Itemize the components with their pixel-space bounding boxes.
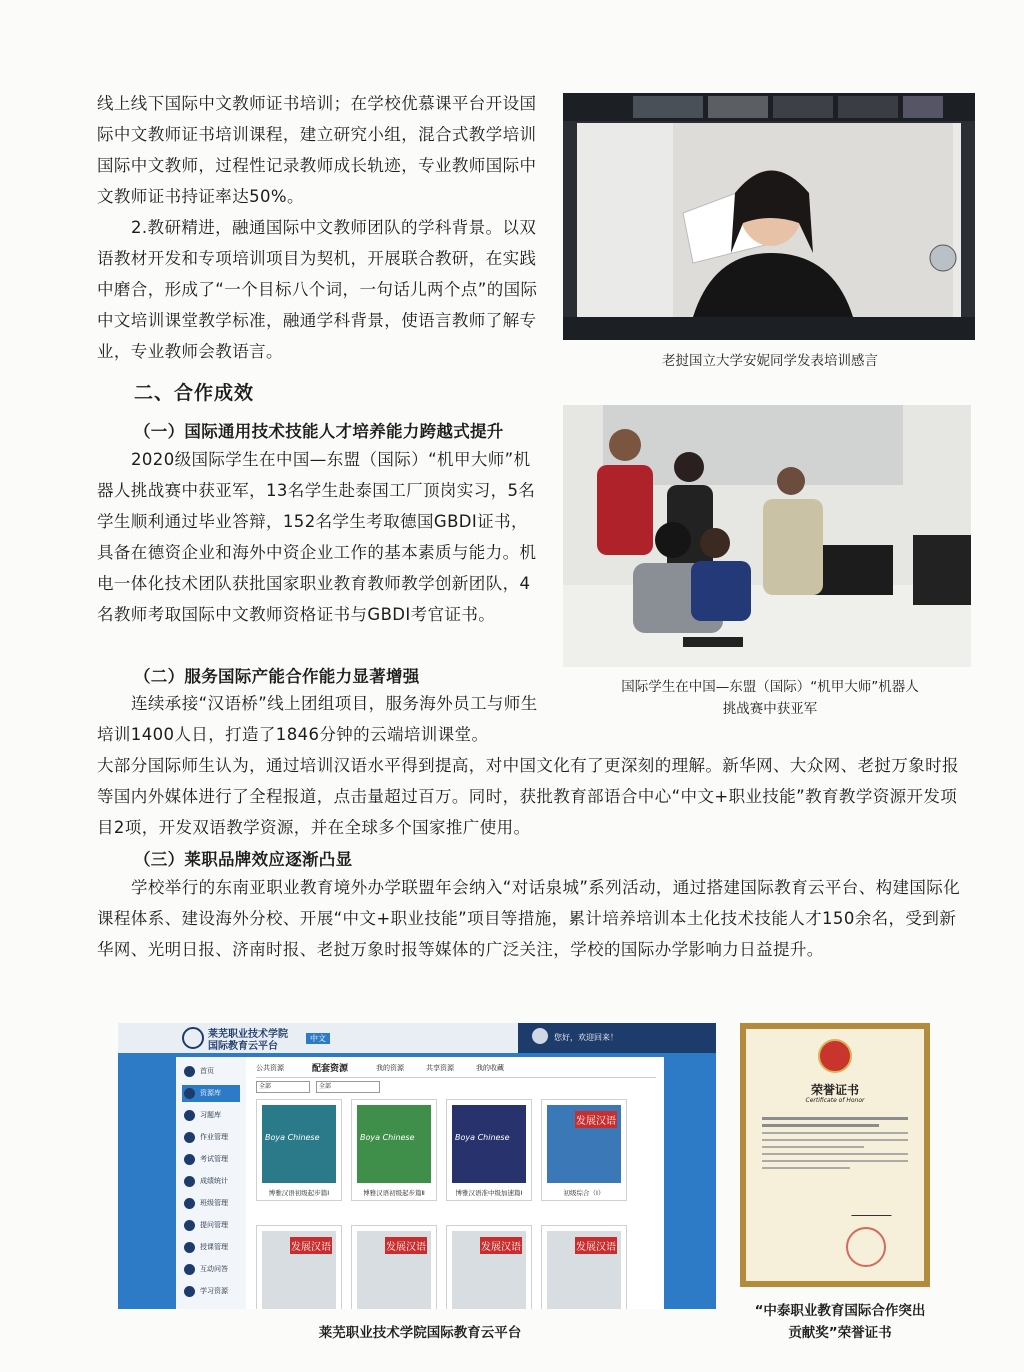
resource-tile[interactable]	[446, 1225, 532, 1309]
platform-logo-icon	[182, 1027, 204, 1049]
subheading-3: （三）莱职品牌效应逐渐凸显	[134, 850, 353, 869]
p4-text-b: 大部分国际师生认为，通过培训汉语水平得到提高，对中国文化有了更深刻的理解。新华网、大众网、老挝万象时报等国内外媒体进行了全程报道，点击量超过百万。同时，获批教育部语合中心“中文+职业技能”教育教学资源开发项目2项，开发双语教学资源，并在全球多个国家推广使用。	[97, 756, 959, 837]
sidebar	[176, 1057, 246, 1309]
book-cover: Boya Chinese	[357, 1105, 431, 1183]
p2-text: 2.教研精进，融通国际中文教师团队的学科背景。以双语教材开发和专项培训项目为契机，开展联合教研，在实践中磨合，形成了“一个目标八个词，一句话儿两个点”的国际中文培训课堂教学标准，融通学科背景，使语言教师了解专业，专业教师会教语言。	[97, 218, 538, 361]
paragraph-talent	[97, 444, 543, 630]
robot-competition-photo	[563, 405, 971, 667]
sidebar-item-exams[interactable]: 考试管理	[182, 1151, 240, 1168]
resource-tile[interactable]	[256, 1225, 342, 1309]
cert-title: 荣誉证书	[810, 1083, 859, 1097]
platform-caption: 莱芜职业技术学院国际教育云平台	[318, 1325, 522, 1341]
sidebar-item-exercises[interactable]: 习题库	[182, 1107, 240, 1124]
resource-tile[interactable]	[541, 1225, 627, 1309]
filter-select-1[interactable]: 全部	[256, 1081, 310, 1093]
cert-signature	[851, 1201, 896, 1216]
platform-header	[118, 1023, 716, 1053]
user-greeting: 您好，欢迎回来！	[554, 1033, 618, 1042]
students-illustration	[563, 405, 971, 667]
book-cover: Boya Chinese	[262, 1105, 336, 1183]
tab-shared[interactable]: 共享资源	[426, 1064, 454, 1072]
tile-label: 博雅汉语准中级加速篇Ⅰ	[455, 1189, 523, 1197]
video-call-photo	[563, 93, 975, 340]
section-heading: 二、合作成效	[134, 382, 255, 404]
tab-mine[interactable]: 我的资源	[376, 1064, 404, 1072]
cert-caption-line2: 贡献奖”荣誉证书	[788, 1325, 892, 1341]
sidebar-item-classes[interactable]: 班级管理	[182, 1195, 240, 1212]
resource-tile[interactable]	[351, 1225, 437, 1309]
platform-logo-line2: 国际教育云平台	[208, 1041, 278, 1052]
p1-text: 线上线下国际中文教师证书培训；在学校优慕课平台开设国际中文教师证书培训课程，建立研究小组，混合式教学培训国际中文教师，过程性记录教师成长轨迹，专业教师国际中文教师证书持证率达50%。	[97, 94, 537, 206]
book-cover: 发展汉语	[357, 1231, 431, 1309]
cert-subtitle: Certificate of Honor	[805, 1097, 865, 1104]
cert-seal-icon	[846, 1227, 886, 1267]
tab-bar	[256, 1061, 656, 1078]
cert-emblem-icon	[818, 1039, 852, 1073]
photo2-caption-line2: 挑战赛中获亚军	[722, 701, 818, 717]
resource-tile[interactable]	[446, 1099, 532, 1201]
tab-supporting[interactable]: 配套资源	[312, 1064, 349, 1074]
cert-body-lines	[762, 1113, 908, 1174]
subheading-1: （一）国际通用技术技能人才培养能力跨越式提升	[134, 422, 504, 441]
sidebar-item-grades[interactable]: 成绩统计	[182, 1173, 240, 1190]
p3-text: 2020级国际学生在中国—东盟（国际）“机甲大师”机器人挑战赛中获亚军，13名学生赴泰国工厂顶岗实习，5名学生顺利通过毕业答辩，152名学生考取德国GBDI证书，具备在德资企业和海外中资企业工作的基本素质与能力。机电一体化技术团队获批国家职业教育教师教学创新团队，4名教师考取国际中文教师资格证书与GBDI考官证书。	[97, 450, 537, 624]
tile-label: 博雅汉语初级起步篇Ⅱ	[363, 1189, 425, 1197]
book-cover: Boya Chinese	[452, 1105, 526, 1183]
tab-public[interactable]: 公共资源	[256, 1064, 284, 1072]
user-avatar[interactable]	[532, 1028, 548, 1044]
language-select[interactable]: 中文	[306, 1033, 330, 1044]
photo2-caption-line1: 国际学生在中国—东盟（国际）“机甲大师”机器人	[621, 679, 919, 695]
sidebar-item-qa[interactable]: 互动问答	[182, 1261, 240, 1278]
p4-text-a: 连续承接“汉语桥”线上团组项目，服务海外员工与师生培训1400人日，打造了1846分钟的云端培训课堂。	[97, 694, 538, 744]
honor-certificate	[740, 1023, 930, 1287]
paragraph-service-upper	[97, 688, 543, 750]
user-greeting-bar	[518, 1023, 716, 1053]
filter-select-2[interactable]: 全部	[316, 1081, 380, 1093]
cert-caption-line1: “中泰职业教育国际合作突出	[754, 1303, 926, 1319]
sidebar-item-questions[interactable]: 提问管理	[182, 1217, 240, 1234]
paragraph-service-lower	[97, 750, 971, 843]
tile-label: 初级综合（I）	[563, 1189, 605, 1197]
sidebar-item-homework[interactable]: 作业管理	[182, 1129, 240, 1146]
sidebar-item-home[interactable]: 首页	[182, 1063, 240, 1080]
platform-logo-line1: 莱芜职业技术学院	[208, 1029, 288, 1040]
sidebar-item-library[interactable]: 资源库	[182, 1085, 240, 1102]
sidebar-item-teaching[interactable]: 授课管理	[182, 1239, 240, 1256]
book-cover: 发展汉语	[452, 1231, 526, 1309]
resource-tile[interactable]	[256, 1099, 342, 1201]
video-call-illustration	[563, 93, 975, 340]
book-cover: 发展汉语	[547, 1105, 621, 1183]
photo1-caption: 老挝国立大学安妮同学发表培训感言	[662, 353, 878, 369]
book-cover: 发展汉语	[262, 1231, 336, 1309]
paragraph-teacher-cert	[97, 88, 543, 367]
sidebar-item-resources[interactable]: 学习资源	[182, 1283, 240, 1300]
platform-body	[176, 1057, 664, 1309]
tab-favorites[interactable]: 我的收藏	[476, 1064, 504, 1072]
cloud-platform-screenshot	[118, 1023, 716, 1309]
paragraph-brand	[97, 872, 971, 965]
resource-tile[interactable]	[351, 1099, 437, 1201]
subheading-2: （二）服务国际产能合作能力显著增强	[134, 667, 420, 686]
book-cover: 发展汉语	[547, 1231, 621, 1309]
resource-tile[interactable]	[541, 1099, 627, 1201]
p5-text: 学校举行的东南亚职业教育境外办学联盟年会纳入“对话泉城”系列活动，通过搭建国际教育云平台、构建国际化课程体系、建设海外分校、开展“中文+职业技能”项目等措施，累计培养培训本土化技术技能人才150余名，受到新华网、光明日报、济南时报、老挝万象时报等媒体的广泛关注，学校的国际办学影响力日益提升。	[97, 878, 961, 959]
tile-label: 博雅汉语初级起步篇Ⅰ	[268, 1189, 330, 1197]
